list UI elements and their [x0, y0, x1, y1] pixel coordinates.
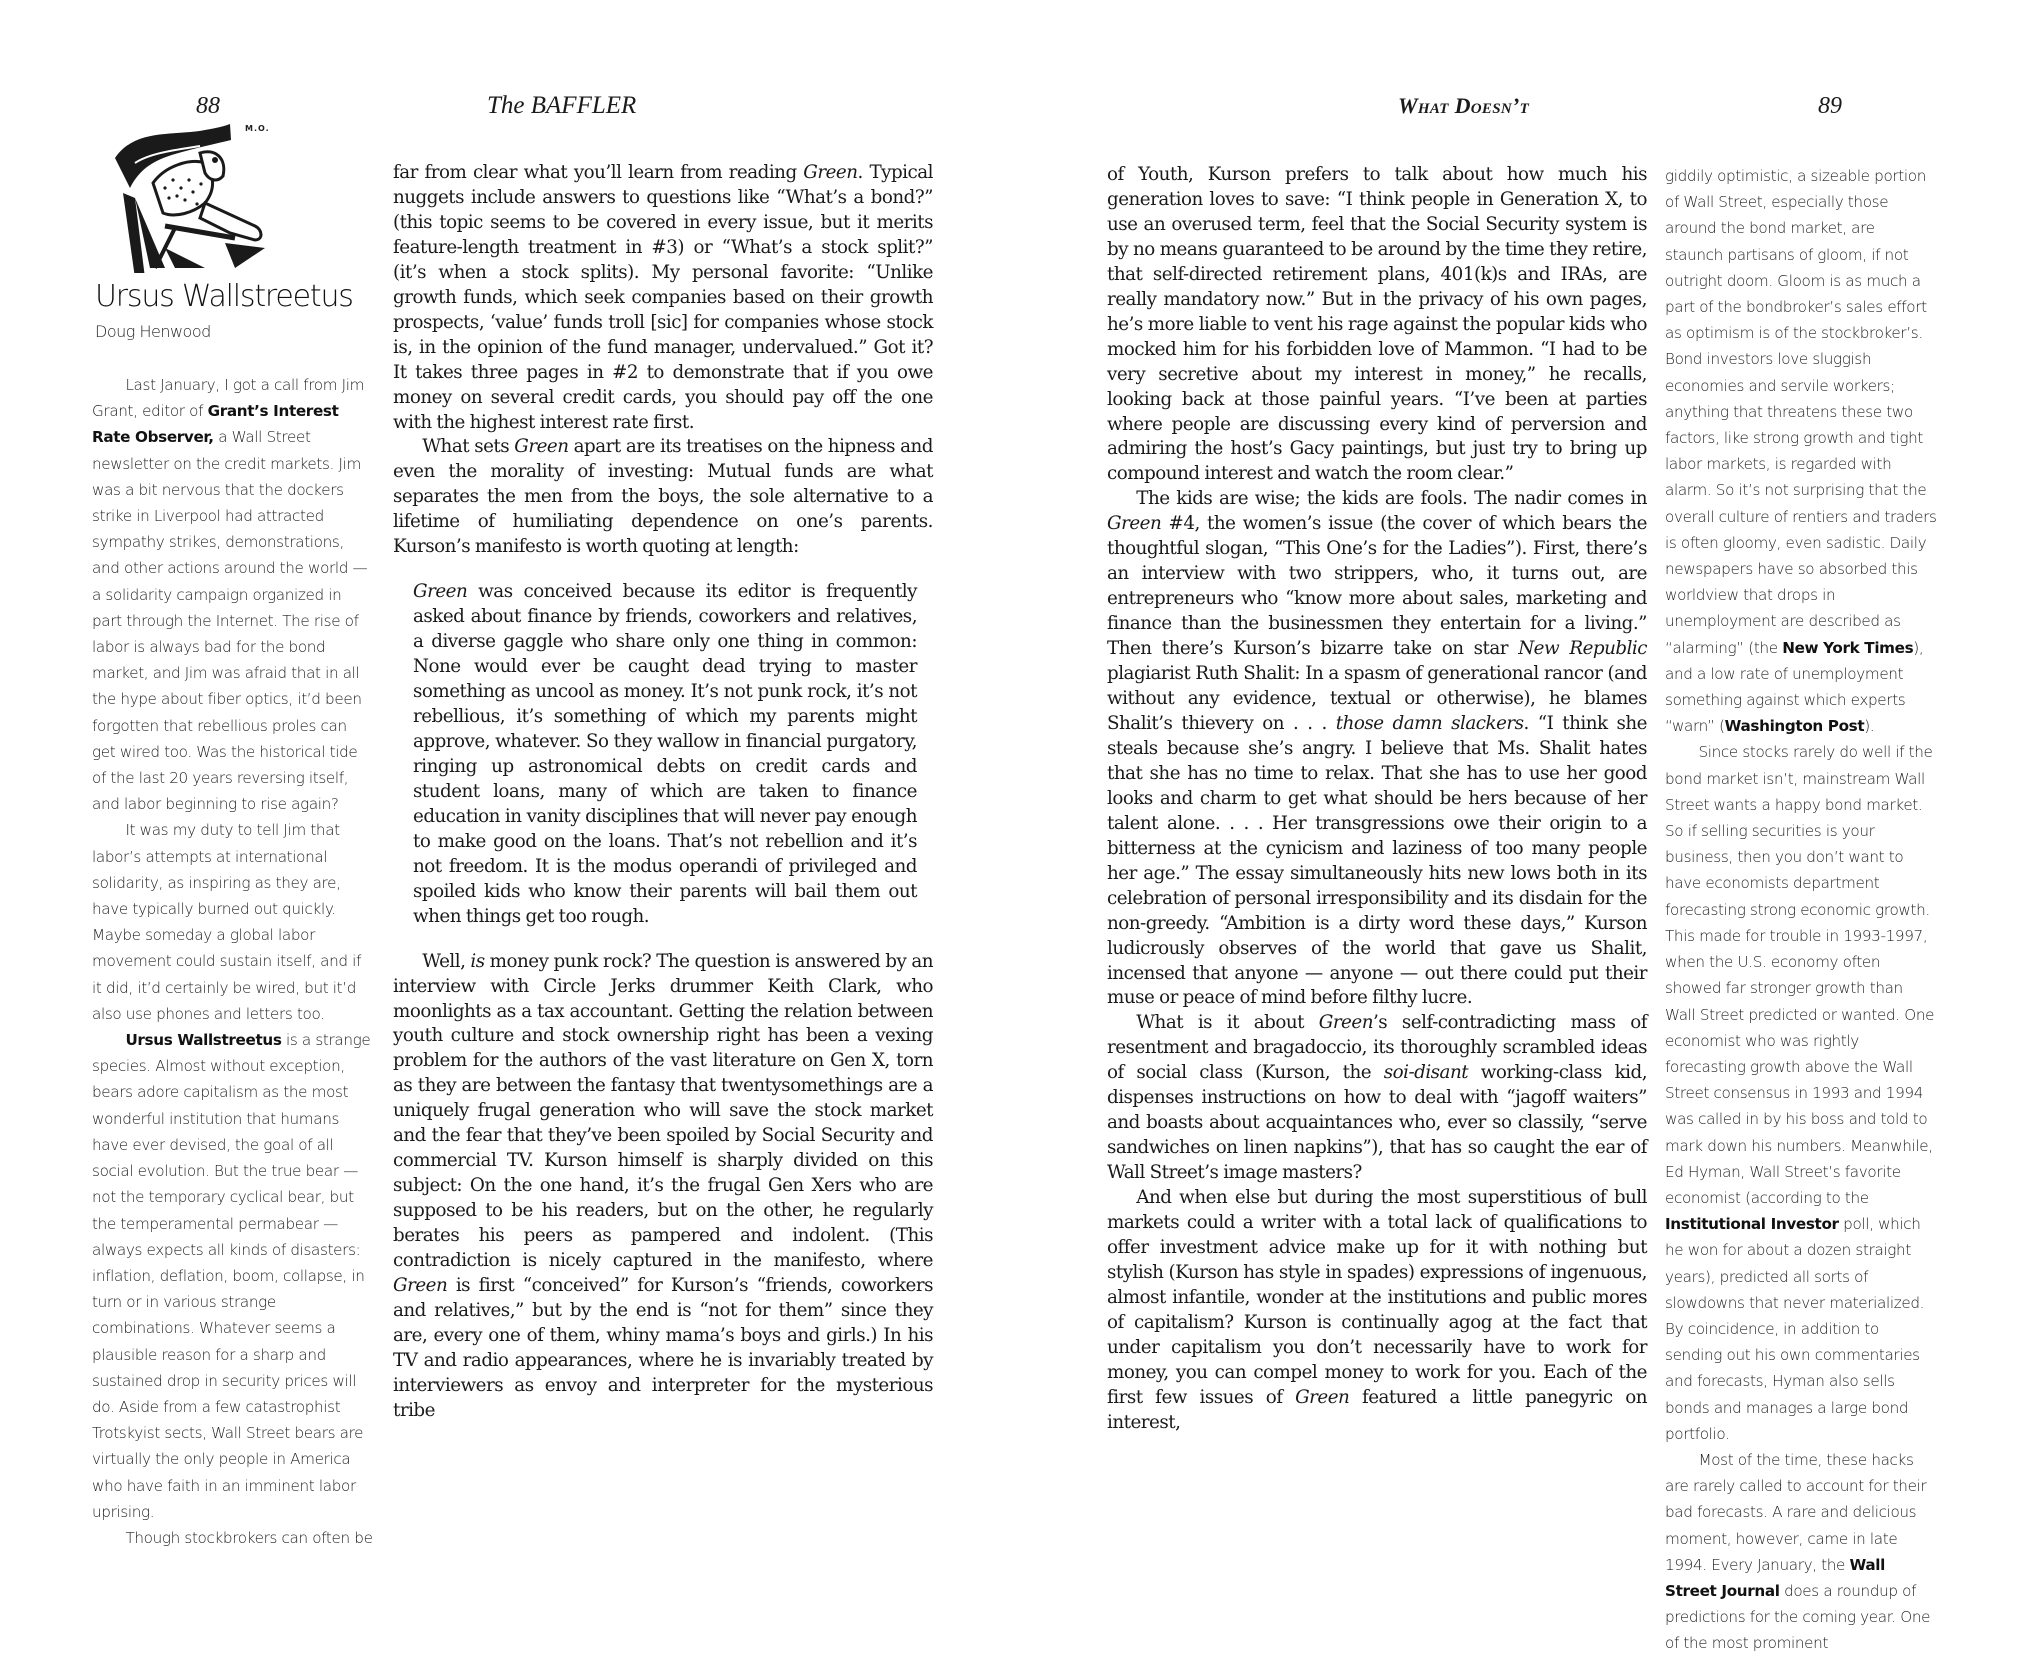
page-number-right: 89 — [1818, 93, 1842, 119]
italic-text: Green — [413, 581, 468, 603]
italic-text: Green — [1107, 513, 1162, 535]
text-run: What sets — [422, 436, 515, 458]
paragraph — [1107, 487, 1647, 1011]
bold-text: New York Times — [1782, 638, 1914, 657]
text-run: And when else but during the most superstitious of bull markets could a writer with a total lack of qualifications to offer investment advice make up for it with nothing but stylish (Kurson has style in spades) expressions of ingenuous, almost infantile, wonder at the institutions and public mores of capitalism? Kurson is continually agog at the fact that under capitalism you don’t necessarily have to work for money, you can compel money to work for you. Each of the first few issues of — [1107, 1187, 1647, 1408]
left-sidebar-column — [92, 372, 374, 1551]
paragraph — [393, 161, 933, 435]
text-run: far from clear what you’ll learn from reading — [393, 162, 804, 183]
text-run: . Typical nuggets include answers to questions like “What’s a bond?” (this topic seems to be covered in every issue, but it merits feature-length treatment in #3) or “What’s a stock split?” (it’s when a stock splits). My personal favorite: “Unlike growth funds, which seek companies based on their growth prospects, ‘value’ funds troll [sic] for companies whose stock is, in the opinion of the fund manager, undervalued.” Got it? It takes three pages in #2 to demonstrate that if you owe money on several credit cards, you should pay off the one with the highest interest rate first. — [393, 162, 933, 433]
text-run: featured a little panegyric on interest, — [1107, 1386, 1647, 1433]
paragraph — [92, 372, 374, 817]
text-run: Last January, I got a call from Jim Grant, editor of — [92, 376, 365, 421]
text-run: Since stocks rarely do well if the bond market isn’t, mainstream Wall Street wants a happy bond market. So if selling securities is your business, then you don’t want to have economists department forecasting strong economic growth. This made for trouble in 1993-1997, when the U.S. economy often showed far stronger growth than Wall Street predicted or wanted. One economist who was rightly forecasting growth above the Wall Street consensus in 1993 and 1994 was called in by his boss and told to mark down his numbers. Meanwhile, Ed Hyman, Wall Street’s favorite economist (according to the — [1665, 743, 1935, 1207]
text-run: ). — [1864, 717, 1875, 736]
text-run: The kids are wise; the kids are fools. The nadir comes in — [1136, 488, 1647, 510]
italic-text: soi-disant — [1383, 1062, 1469, 1084]
text-run: is a strange species. Almost without exception, bears adore capitalism as the most wonderful institution that humans have ever devised, the goal of all social evolution. But the true bear — not the temporary cyclical bear, but the temperamental permabear — always expects all kinds of disasters: inflation, deflation, boom, collapse, in turn or in various strange combinations. Whatever seems a plausible reason for a sharp and sustained drop in security prices will do. Aside from a few catastrophist Trotskyist sects, Wall Street bears are virtually the only people in America who have faith in an imminent labor uprising. — [92, 1031, 371, 1521]
page-number-left: 88 — [196, 93, 220, 119]
text-run: giddily optimistic, a sizeable portion of Wall Street, especially those around the bond market, are staunch partisans of gloom, if not outright doom. Gloom is as much a part of the bondbroker’s sales effort as optimism is of the stockbroker’s. Bond investors love sluggish economies and servile workers; anything that threatens these two factors, like strong growth and tight labor markets, is regarded with alarm. So it’s not surprising that the overall culture of rentiers and traders is often gloomy, even sadistic. Daily newspapers have so absorbed this worldview that drops in unemployment are described as “alarming” (the — [1665, 167, 1937, 657]
paragraph — [1107, 163, 1647, 487]
right-main-column — [1107, 163, 1647, 1436]
running-head-right: What Doesn’t — [1398, 93, 1530, 118]
sidebar-illustration — [105, 118, 280, 273]
text-run: of Youth, Kurson prefers to talk about how much his generation loves to save: “I think people in Generation X, to use an overused term, feel that the Social Security system is by no means guaranteed to be around by the time they retire, that self-directed retirement plans, 401(k)s and IRAs, are really mandatory now.” But in the privacy of his own pages, he’s more liable to vent his rage against the popular kids who mocked him for his forbidden love of Mammon. “I had to be very secretive about my interest in money,” he recalls, looking back at those painful years. “I’ve been at parties where people are discussing every kind of perversion and admiring the host’s Gacy paintings, but just try to bring up compound interest and watch the room clear.” — [1107, 164, 1647, 485]
text-run: Most of the time, these hacks are rarely called to account for their bad forecasts. A rare and delicious moment, however, came in late 1994. Every January, the — [1665, 1450, 1927, 1574]
text-run: a Wall Street newsletter on the credit markets. Jim was a bit nervous that the dockers strike in Liverpool had attracted sympathy strikes, demonstrations, and other actions around the world — a solidarity campaign organized in part through the Internet. The rise of labor is always bad for the bond market, and Jim was afraid that in all the hype about fiber optics, it’d been forgotten that rebellious proles can get wired too. Was the historical tide of the last 20 years reversing itself, and labor beginning to rise again? — [92, 428, 368, 814]
article-title: Ursus Wallstreetus — [95, 279, 353, 314]
italic-text: is — [470, 950, 485, 972]
text-run: was conceived because its editor is frequently asked about finance by friends, coworkers and relatives, a diverse gaggle who share only one thing in common: None would ever be caught dead trying to master something as uncool as money. It’s not punk rock, it’s not rebellious, it’s something of which my parents might approve, whatever. So they wallow in financial purgatory, ringing up astronomical debts on credit cards and student loans, many of which are taken to finance education in vanity disciplines that will never pay enough to make good on the loans. That’s not rebellion and it’s not freedom. It is the modus operandi of privileged and spoiled kids who know their parents will bail them out when things get too rough. — [413, 581, 917, 927]
text-run: plagiarist Ruth Shalit: In a spasm of generational rancor (and without any evidence, textual or otherwise), he blames Shalit’s thievery on . . . — [1107, 663, 1647, 734]
bold-text: Wall Street Journal — [1665, 1555, 1886, 1600]
bold-text: Washington Post — [1724, 717, 1865, 736]
text-run: Though stockbrokers can often be — [125, 1528, 373, 1547]
paragraph — [92, 1027, 374, 1525]
text-run: does a roundup of predictions for the coming year. One of the most prominent — [1665, 1581, 1931, 1653]
italic-text: Green — [803, 162, 858, 183]
right-sidebar-body — [1665, 163, 1937, 1657]
bear-figure-illustration-icon — [105, 118, 280, 273]
text-run: poll, which he won for about a dozen straight years), predicted all sorts of slowdowns that never materialized. By coincidence, in addition to sending out his own commentaries and forecasts, Hyman also sells bonds and manages a large bond portfolio. — [1665, 1215, 1925, 1443]
bold-text: Institutional Investor — [1665, 1215, 1839, 1234]
paragraph — [393, 950, 933, 1424]
left-main-body — [393, 161, 933, 1424]
text-run: ’s self-contradicting mass of resentment and bragadoccio, its thoroughly scrambled ideas of social class (Kurson, the — [1107, 1012, 1647, 1084]
italic-text: Green — [1295, 1386, 1350, 1408]
illustration-credit: M.O. — [245, 124, 270, 133]
italic-text: those damn slackers — [1335, 712, 1524, 734]
paragraph — [92, 817, 374, 1027]
text-run: What is it about — [1136, 1012, 1319, 1034]
paragraph — [1665, 163, 1937, 739]
text-run: Well, — [422, 950, 471, 972]
left-main-column — [393, 161, 933, 1424]
right-main-body — [1107, 163, 1647, 1436]
paragraph — [1665, 1447, 1937, 1657]
text-run: #4, the women’s issue (the cover of which bears the thoughtful slogan, “This One’s for the Ladies”). First, there’s an interview with two strippers, who, it turns out, are entrepreneurs who “know more about sales, marketing and finance than the businessmen they entertain for a living.” Then there’s Kurson’s bizarre take on star — [1107, 513, 1647, 660]
italic-text: Green — [393, 1274, 448, 1296]
paragraph — [92, 1525, 374, 1551]
bold-text: Ursus Wallstreetus — [125, 1031, 282, 1050]
text-run: is first “conceived” for Kurson’s “friends, coworkers and relatives,” but by the end is “not for them” since they are, every one of them, whiny mama’s boys and girls.) In his TV and radio appearances, where he is invariably treated by interviewers as envoy and interpreter for the mysterious tribe — [393, 1274, 933, 1421]
text-run: . “I think she steals because she’s angry. I believe that Ms. Shalit hates that she has no time to relax. That she has to use her good looks and charm to get what should be hers because of her talent alone. . . . Her transgressions owe their origin to a bitterness at the cynicism and laziness of too many people her age.” The essay simultaneously hits new lows both in its celebration of personal irresponsibility and its disdain for the non-greedy. “Ambition is a dirty word these days,” Kurson ludicrously observes of the world that gave us Shalit, incensed that anyone — anyone — out there could put their muse or peace of mind before filthy lucre. — [1107, 712, 1647, 1009]
right-sidebar-column — [1665, 163, 1937, 1657]
paragraph — [393, 435, 933, 560]
running-head-left: The BAFFLER — [487, 92, 637, 119]
italic-text: Green — [1318, 1012, 1373, 1034]
block-quote — [413, 580, 917, 929]
article-byline: Doug Henwood — [95, 322, 211, 341]
paragraph — [1107, 1011, 1647, 1186]
bold-text: Grant’s Interest Rate Observer, — [92, 402, 339, 447]
italic-text: New Republic — [1518, 638, 1648, 660]
paragraph — [1665, 739, 1937, 1446]
text-run: It was my duty to tell Jim that labor’s attempts at international solidarity, as inspiring as they are, have typically burned out quickly. Maybe someday a global labor movement could sustain itself, and if it did, it’d certainly be wired, but it’d also use phones and letters too. — [92, 821, 361, 1023]
text-run: ), and a low rate of unemployment something against which experts “warn” ( — [1665, 638, 1924, 736]
text-run: working-class kid, dispenses instructions on how to deal with “jagoff waiters” and boasts about acquaintances who, ever so classily, “serve sandwiches on linen napkins”), that has so caught the ear of Wall Street’s image masters? — [1107, 1062, 1648, 1184]
left-sidebar-body — [92, 372, 374, 1551]
italic-text: Green — [514, 436, 569, 458]
text-run: apart are its treatises on the hipness and even the morality of investing: Mutual funds are what separates the men from the boys, the sole alternative to a lifetime of humiliating dependence on one’s parents. Kurson’s manifesto is worth quoting at length: — [393, 436, 933, 558]
text-run: money punk rock? The question is answered by an interview with Circle Jerks drummer Keith Clark, who moonlights as a tax accountant. Getting the relation between youth culture and stock ownership right has been a vexing problem for the authors of the vast literature on Gen X, torn as they are between the fantasy that twentysomethings are a uniquely frugal generation who will save the stock market and the fear that they’ve been spoiled by Social Security and commercial TV. Kurson himself is sharply divided on this subject: On the one hand, it’s the frugal Gen Xers who are supposed to be his readers, but on the other, he regularly berates his peers as pampered and indolent. (This contradiction is nicely captured in the manifesto, where — [393, 950, 933, 1272]
paragraph — [1107, 1186, 1647, 1436]
